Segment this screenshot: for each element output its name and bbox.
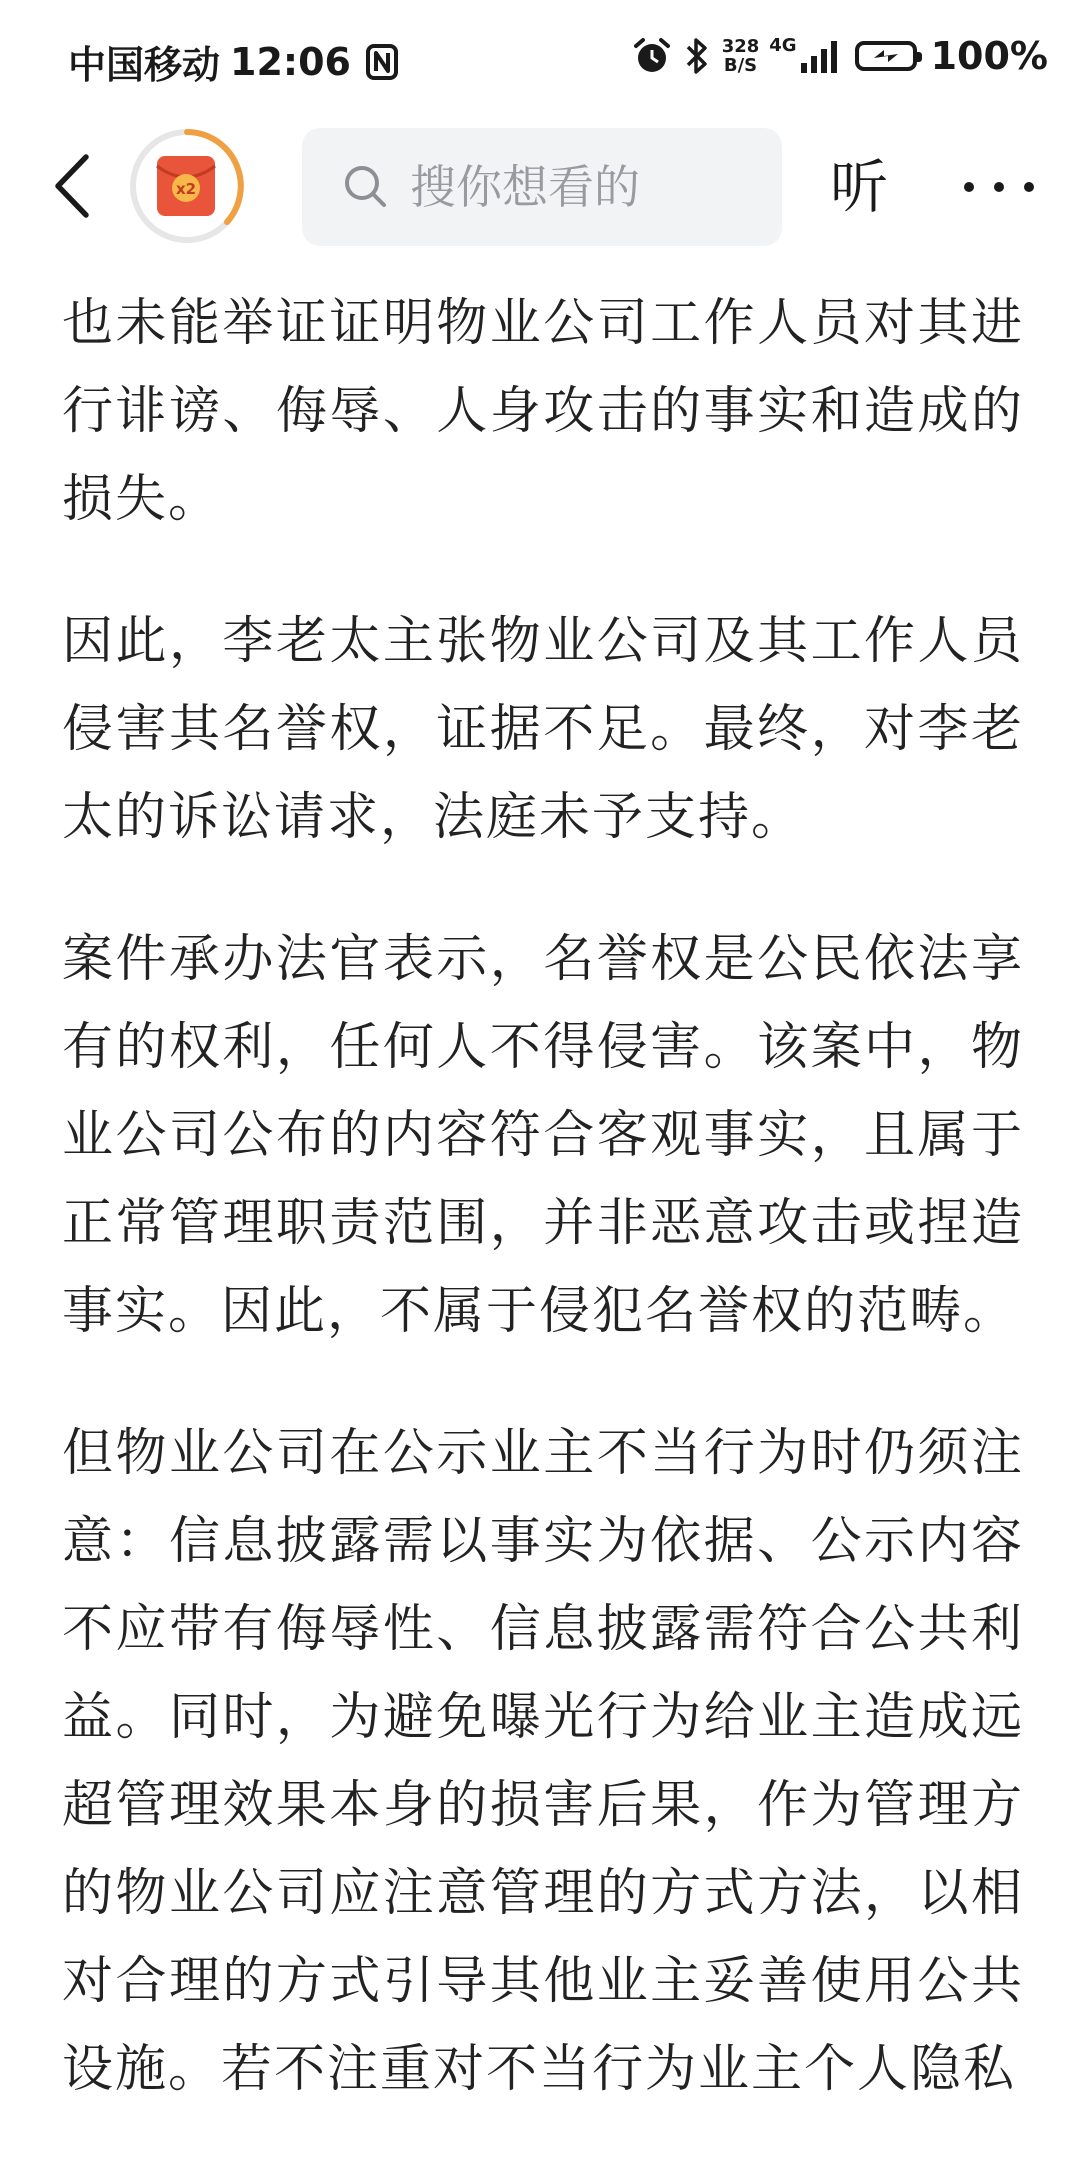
reward-badge[interactable] — [127, 126, 247, 246]
net-speed-unit: B/S — [723, 55, 758, 76]
more-dot-icon — [1024, 182, 1034, 192]
battery-charging-icon — [855, 41, 917, 71]
nav-bar — [0, 118, 1080, 258]
status-left — [68, 34, 399, 89]
cellular-indicator — [769, 37, 842, 75]
more-dot-icon — [964, 182, 974, 192]
badge-text: x2 — [175, 180, 197, 198]
red-envelope-icon — [127, 126, 247, 246]
back-button[interactable] — [42, 146, 102, 226]
clock-time: 12:06 — [230, 39, 351, 84]
listen-button[interactable]: 听 — [830, 153, 889, 221]
carrier-name: 中国移动 — [68, 43, 221, 87]
article-paragraph: 因此，李老太主张物业公司及其工作人员侵害其名誉权，证据不足。最终，对李老太的诉讼请求，法庭未予支持。 — [62, 612, 1024, 847]
article-paragraph: 但物业公司在公示业主不当行为时仍须注意：信息披露需以事实为依据、公示内容不应带有侮辱性、信息披露需符合公共利益。同时，为避免曝光行为给业主造成远超管理效果本身的损害后果，作为管理方的物业公司应注意管理的方式方法，以相对合理的方式引导其他业主妥善使用公共设施。若不注重对不当行为业主个人隐私 — [62, 1424, 1024, 2099]
bluetooth-icon — [684, 36, 710, 76]
nfc-icon — [365, 43, 399, 81]
article-body — [62, 280, 1024, 2168]
more-dot-icon — [994, 182, 1004, 192]
alarm-icon — [632, 36, 672, 76]
battery-percent: 100% — [930, 34, 1048, 78]
more-options-button[interactable] — [964, 162, 1034, 212]
status-bar — [0, 0, 1080, 118]
chevron-left-icon — [52, 153, 92, 219]
article-paragraph: 也未能举证证明物业公司工作人员对其进行诽谤、侮辱、人身攻击的事实和造成的损失。 — [62, 294, 1024, 529]
search-input[interactable] — [408, 159, 772, 215]
network-type: 4G — [769, 35, 797, 56]
net-speed — [722, 37, 760, 75]
net-speed-value: 328 — [721, 36, 760, 57]
status-right — [632, 34, 1048, 78]
search-icon — [342, 163, 390, 211]
search-bar[interactable] — [302, 128, 782, 246]
signal-icon — [799, 37, 843, 75]
article-paragraph: 案件承办法官表示，名誉权是公民依法享有的权利，任何人不得侵害。该案中，物业公司公布的内容符合客观事实，且属于正常管理职责范围，并非恶意攻击或捏造事实。因此，不属于侵犯名誉权的范畴。 — [62, 930, 1024, 1341]
